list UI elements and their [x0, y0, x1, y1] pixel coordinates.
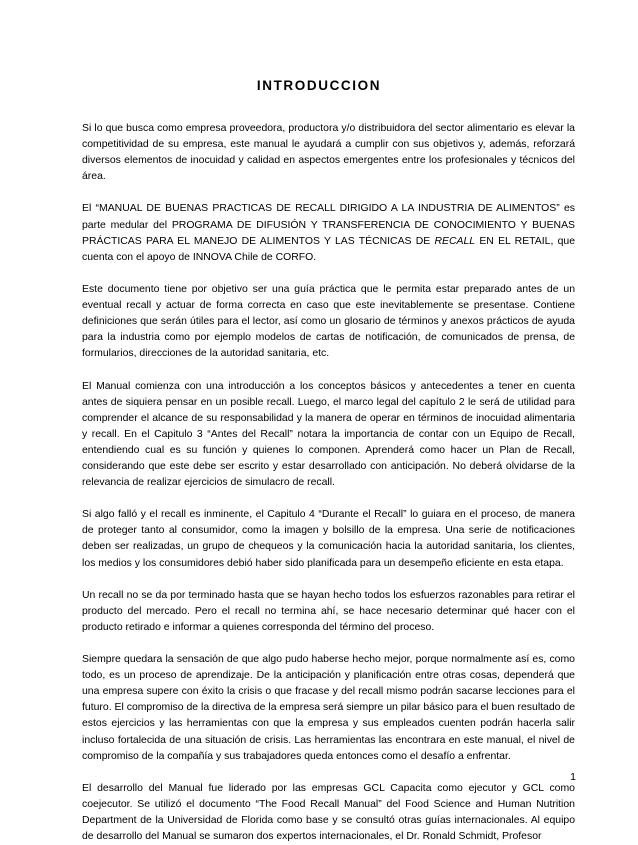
paragraph-2-italic-recall: RECALL [434, 235, 476, 247]
paragraph-7: Siempre quedara la sensación de que algo pudo haberse hecho mejor, porque normalmente así es, como todo, es un proceso de aprendizaje. De la anticipación y planificación entre otras cosas, dependerá que una empresa supere con éxito la crisis o que fracase y del recall mismo podrán sacarse lecciones para el futuro. El compromiso de la directiva de la empresa será siempre un pilar básico para el buen resultado de estos ejercicios y las herramientas con que la empresa y sus empleados cuenten podrán hacerla salir incluso fortalecida de una situación de crisis. Las herramientas las encontrara en este manual, el nivel de compromiso de la compañía y sus trabajadores queda entonces como el desafío a enfrentar. [82, 654, 575, 762]
paragraph-3: Este documento tiene por objetivo ser una guía práctica que le permita estar preparado antes de un eventual recall y actuar de forma correcta en caso que este inevitablemente se presentase. Contiene definiciones que serán útiles para el lector, así como un glosario de términos y anexos prácticos de ayuda para la industria como por ejemplo modelos de cartas de notificación, de comunicados de prensa, de formularios, direcciones de la autoridad sanitaria, etc. [82, 283, 575, 360]
paragraph-4: El Manual comienza con una introducción a los conceptos básicos y antecedentes a tener en cuenta antes de siquiera pensar en un posible recall. Luego, el marco legal del capítulo 2 le será de utilidad para comprender el alcance de su responsabilidad y la manera de operar en términos de inocuidad alimentaria y recall. En el Capitulo 3 “Antes del Recall” notara la importancia de contar con un Equipo de Recall, entendiendo cual es su función y quienes lo componen. Aprenderá como hacer un Plan de Recall, considerando que este debe ser escrito y estar desarrollado con anticipación. No deberá olvidarse de la relevancia de realizar ejercicios de simulacro de recall. [82, 380, 575, 489]
paragraph-2 [82, 201, 575, 265]
paragraph-5: Si algo falló y el recall es inminente, el Capitulo 4 “Durante el Recall” lo guiara en el proceso, de manera de proteger tanto al consumidor, como la imagen y bolsillo de la empresa. Una serie de notificaciones deben ser realizadas, un grupo de chequeos y la comunicación hacia la autoridad sanitaria, los clientes, los medios y los consumidores debió haber sido planificada para un desempeño eficiente en esta etapa. [82, 509, 575, 569]
paragraph-2-part-1: El “MANUAL DE BUENAS PRACTICAS DE RECALL DIRIGIDO A LA INDUSTRIA DE ALIMENTOS” es parte medular del PROGRAMA DE DIFUSIÓN Y TRANSFERENCIA DE CONOCIMIENTO Y BUENAS PRÁCTICAS PARA EL MANEJO DE ALIMENTOS Y LAS TÉCNICAS DE [82, 203, 575, 247]
paragraph-1: Si lo que busca como empresa proveedora, productora y/o distribuidora del sector alimentario es elevar la competitividad de su empresa, este manual le ayudará a cumplir con sus objetivos y, además, reforzará diversos elementos de inocuidad y calidad en aspectos emergentes entre los profesionales y técnicos del área. [82, 123, 575, 183]
page-title: INTRODUCCION [256, 78, 382, 93]
page-number: 1 [570, 771, 576, 783]
document-body [82, 121, 575, 845]
paragraph-8: El desarrollo del Manual fue liderado por las empresas GCL Capacita como ejecutor y GCL como coejecutor. Se utilizó el documento “The Food Recall Manual” del Food Science and Human Nutrition Department de la Universidad de Florida como base y se consultó otras guías internacionales. Al equipo de desarrollo del Manual se sumaron dos expertos internacionales, el Dr. Ronald Schmidt, Profesor [82, 782, 575, 843]
paragraph-2-part-2: EN EL RETAIL, que cuenta con el apoyo de INNOVA Chile de CORFO. [82, 235, 575, 263]
paragraph-6: Un recall no se da por terminado hasta que se hayan hecho todos los esfuerzos razonables para retirar el producto del mercado. Pero el recall no termina ahí, se hace necesario determinar qué hacer con el producto retirado e informar a quienes corresponda del término del proceso. [82, 589, 575, 633]
